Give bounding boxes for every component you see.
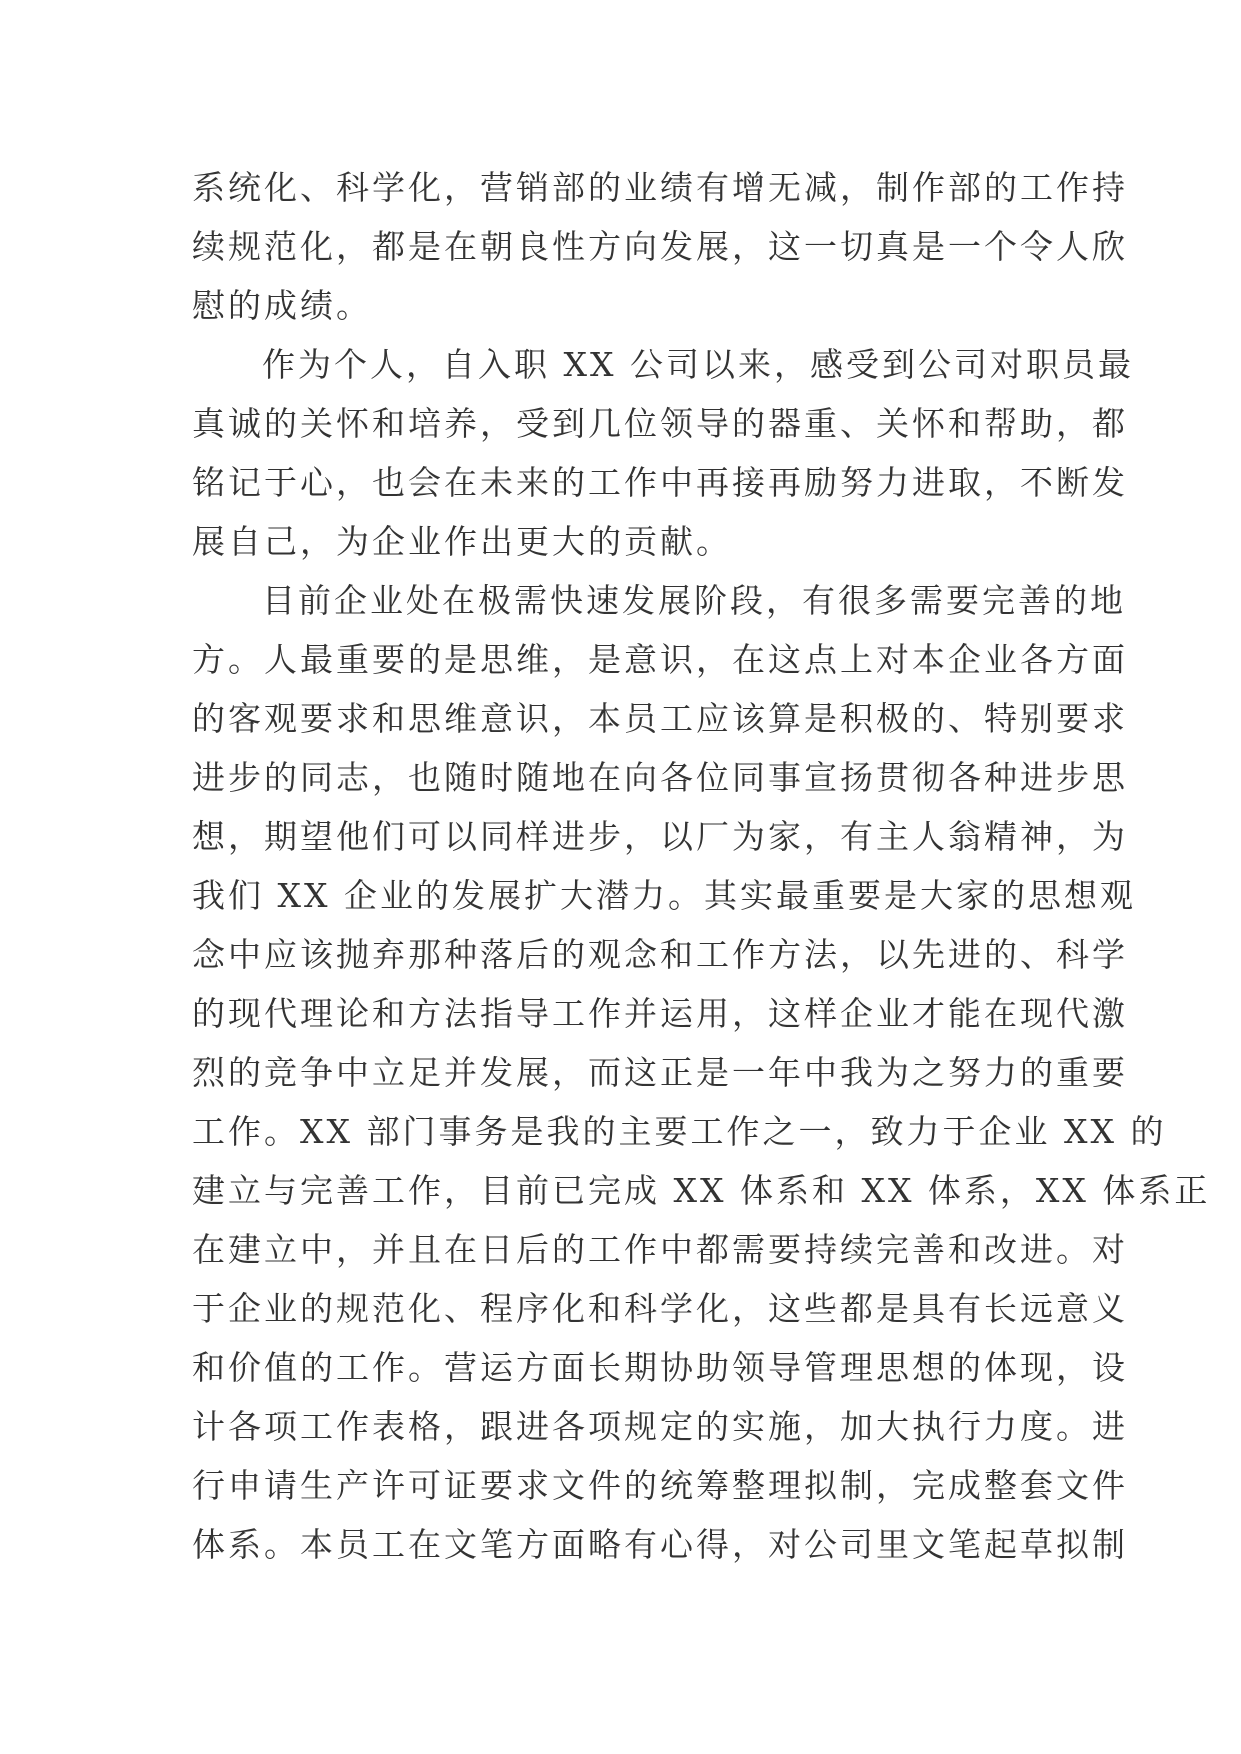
text-line: 计各项工作表格，跟进各项规定的实施，加大执行力度。进 [192,1407,1128,1446]
text-line: 行申请生产许可证要求文件的统筹整理拟制，完成整套文件 [192,1466,1128,1505]
text-line: 展自己，为企业作出更大的贡献。 [192,522,732,561]
text-line: 烈的竞争中立足并发展，而这正是一年中我为之努力的重要 [192,1053,1128,1092]
text-line: 进步的同志，也随时随地在向各位同事宣扬贯彻各种进步思 [192,758,1128,797]
text-line: 工作。XX 部门事务是我的主要工作之一，致力于企业 XX 的 [192,1112,1167,1151]
text-line: 体系。本员工在文笔方面略有心得，对公司里文笔起草拟制 [192,1525,1128,1564]
text-line: 真诚的关怀和培养，受到几位领导的器重、关怀和帮助，都 [192,404,1128,443]
text-line: 在建立中，并且在日后的工作中都需要持续完善和改进。对 [192,1230,1128,1269]
text-line: 方。人最重要的是思维，是意识，在这点上对本企业各方面 [192,640,1128,679]
text-line: 建立与完善工作，目前已完成 XX 体系和 XX 体系，XX 体系正 [192,1171,1211,1210]
text-line: 续规范化，都是在朝良性方向发展，这一切真是一个令人欣 [192,227,1128,266]
text-line: 慰的成绩。 [192,286,372,325]
text-line: 系统化、科学化，营销部的业绩有增无减，制作部的工作持 [192,168,1128,207]
text-line: 作为个人，自入职 XX 公司以来，感受到公司对职员最 [262,345,1134,384]
text-line: 我们 XX 企业的发展扩大潜力。其实最重要是大家的思想观 [192,876,1136,915]
text-line: 的客观要求和思维意识，本员工应该算是积极的、特别要求 [192,699,1128,738]
text-line: 目前企业处在极需快速发展阶段，有很多需要完善的地 [262,581,1126,620]
text-line: 想，期望他们可以同样进步，以厂为家，有主人翁精神，为 [192,817,1128,856]
text-line: 念中应该抛弃那种落后的观念和工作方法，以先进的、科学 [192,935,1128,974]
text-line: 铭记于心，也会在未来的工作中再接再励努力进取，不断发 [192,463,1128,502]
text-line: 的现代理论和方法指导工作并运用，这样企业才能在现代激 [192,994,1128,1033]
text-line: 于企业的规范化、程序化和科学化，这些都是具有长远意义 [192,1289,1128,1328]
text-line: 和价值的工作。营运方面长期协助领导管理思想的体现，设 [192,1348,1128,1387]
document-body [192,158,1211,1574]
